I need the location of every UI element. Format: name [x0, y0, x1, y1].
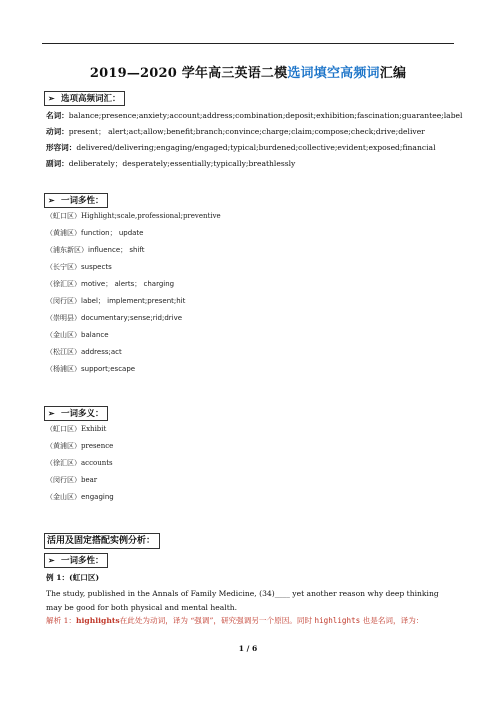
- section-multi-meaning: [44, 406, 108, 421]
- header-rule: [42, 43, 454, 44]
- list-item: （黄浦区）presence: [46, 442, 114, 450]
- list-item-words: address;act: [81, 348, 122, 356]
- section-high-frequency-words: [44, 91, 125, 106]
- list-item-words: motive； alerts； charging: [81, 280, 175, 288]
- vocab-words: present； alert;act;allow;benefit;branch;convince;charge;claim;compose;check;drive;deliver: [68, 127, 425, 136]
- example-analysis: 解析 1：highlights在此处为动词，译为 “强调”，研究强调另一个原因。同时 highlights 也是名词，译为：: [46, 616, 424, 625]
- section-title: 一词多性：: [60, 196, 104, 206]
- list-item-words: engaging: [81, 493, 114, 501]
- list-item: （崇明县）documentary;sense;rid;drive: [46, 314, 183, 322]
- arrow-check-icon: ➢: [48, 93, 55, 103]
- list-item: （徐汇区）accounts: [46, 459, 113, 467]
- list-item: （徐汇区）motive； alerts； charging: [46, 280, 175, 288]
- list-item-words: presence: [81, 442, 114, 450]
- title-highlight: 选词填空高频词: [287, 66, 380, 81]
- vocab-verb-line: [46, 127, 425, 137]
- list-item: （金山区）balance: [46, 331, 109, 339]
- vocab-label: 名词：: [46, 111, 69, 120]
- list-item: （杨浦区）support;escape: [46, 365, 136, 373]
- section-title: 一词多性：: [60, 556, 104, 566]
- section-usage-analysis: [44, 533, 160, 549]
- list-item-words: label； implement;present;hit: [81, 297, 186, 305]
- vocab-adj-line: [46, 143, 436, 153]
- list-item-words: accounts: [81, 459, 113, 467]
- section-multi-pos: [44, 193, 108, 208]
- vocab-adv-line: [46, 159, 295, 169]
- list-item: （黄浦区）function； update: [46, 229, 144, 237]
- list-item: （金山区）engaging: [46, 493, 114, 501]
- list-item-words: Exhibit: [81, 425, 107, 433]
- vocab-words: balance;presence;anxiety;account;address;combination;deposit;exhibition;fascination;guarantee;label: [68, 111, 463, 120]
- section-title: 一词多义：: [60, 409, 104, 419]
- page-number: 1 / 6: [238, 644, 258, 653]
- title-suffix: 汇编: [379, 66, 407, 81]
- vocab-label: 形容词：: [46, 143, 77, 152]
- list-item: （浦东新区）influence； shift: [46, 246, 145, 254]
- list-item-words: suspects: [81, 263, 112, 271]
- list-item-words: documentary;sense;rid;drive: [81, 314, 183, 322]
- section-multi-pos-example: [44, 553, 108, 568]
- analysis-keyword: highlights: [76, 616, 120, 625]
- section-title: 活用及固定搭配实例分析：: [47, 536, 156, 546]
- list-item-words: bear: [81, 476, 98, 484]
- vocab-label: 副词：: [46, 159, 69, 168]
- list-item: （长宁区）suspects: [46, 263, 112, 271]
- vocab-label: 动词：: [46, 127, 69, 136]
- example-text: The study, published in the Annals of Family Medicine, (34)____ yet another reason why deep thinking may be good for both physical and mental health.: [46, 589, 439, 612]
- list-item: （闵行区）bear: [46, 476, 98, 484]
- analysis-code-word: highlights: [314, 616, 361, 625]
- list-item: （松江区）address;act: [46, 348, 122, 356]
- arrow-check-icon: ➢: [48, 408, 55, 418]
- list-item: （虹口区）Highlight;scale,professional;preventive: [46, 212, 221, 220]
- section-title: 选项高频词汇：: [60, 94, 121, 104]
- list-item-words: Highlight;scale,professional;preventive: [81, 212, 221, 220]
- arrow-check-icon: ➢: [48, 555, 55, 565]
- list-item-words: balance: [81, 331, 109, 339]
- vocab-noun-line: [46, 111, 463, 121]
- list-item: （虹口区）Exhibit: [46, 425, 107, 433]
- list-item-words: influence； shift: [88, 246, 145, 254]
- list-item-words: support;escape: [81, 365, 136, 373]
- vocab-words: deliberately；desperately;essentially;typically;breathlessly: [68, 159, 296, 168]
- list-item: （闵行区）label； implement;present;hit: [46, 297, 186, 305]
- list-item-words: function； update: [81, 229, 144, 237]
- title-prefix: 2019—2020 学年高三英语二模: [89, 66, 288, 81]
- vocab-words: delivered/delivering;engaging/engaged;typical;burdened;collective;evident;exposed;financial: [76, 143, 436, 152]
- page-title: [0, 62, 496, 81]
- example-label: 例 1：(虹口区): [46, 573, 100, 582]
- arrow-check-icon: ➢: [48, 195, 55, 205]
